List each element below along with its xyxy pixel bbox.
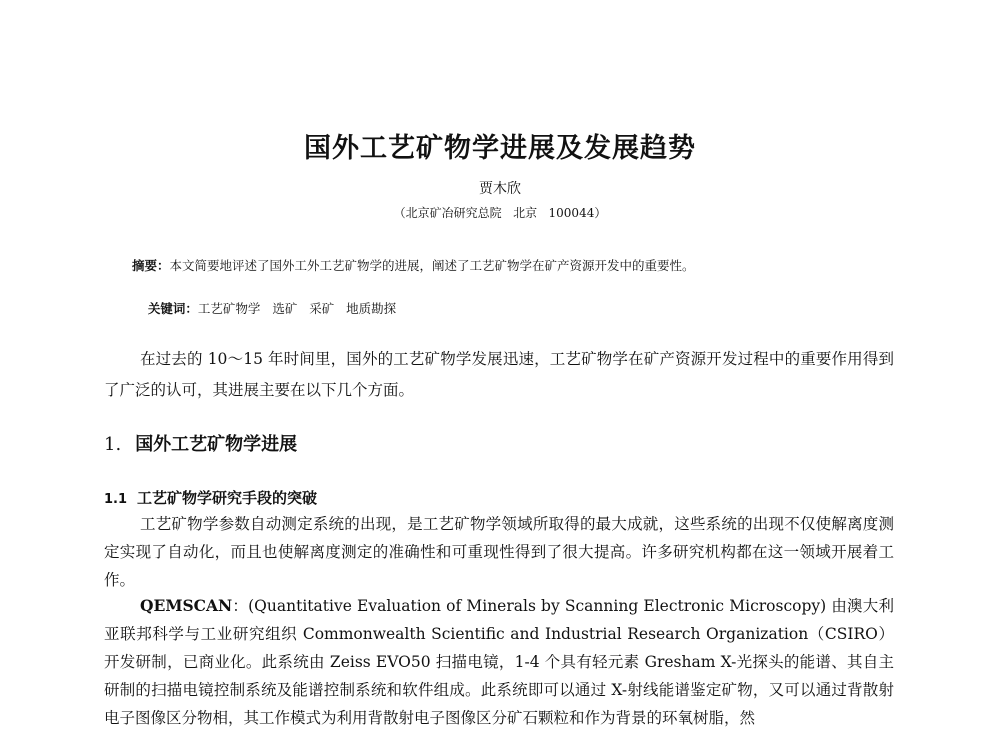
keywords-label: 关键词：: [147, 301, 198, 316]
paper-title: 国外工艺矿物学进展及发展趋势: [304, 133, 696, 164]
abstract: [132, 256, 892, 274]
qemscan-term: QEMSCAN: [140, 596, 233, 615]
subsection-number: 1.1: [104, 492, 128, 507]
author-name: 贾木欣: [479, 181, 521, 197]
qemscan-paragraph: [104, 592, 894, 732]
section-title: 国外工艺矿物学进展: [135, 434, 298, 455]
abstract-label: 摘要：: [132, 258, 170, 273]
qemscan-text: ：(Quantitative Evaluation of Minerals by Scanning Electronic Microscopy) 由澳大利亚联邦科学与工业研究组织 Commonwealth Scientific and Industrial Research Organization（CSIRO）开发研制，已商业化。此系统由 Zeiss EVO50 扫描电镜，1-4 个具有轻元素 Gresham X-光探头的能谱、其自主研制的扫描电镜控制系统及能谱控制系统和软件组成。此系统即可以通过 X-射线能谱鉴定矿物，又可以通过背散射电子图像区分物相，其工作模式为利用背散射电子图像区分矿石颗粒和作为背景的环氧树脂，然: [104, 597, 894, 727]
author-affiliation: （北京矿冶研究总院 北京 100044）: [393, 206, 607, 220]
intro-paragraph: 在过去的 10～15 年时间里，国外的工艺矿物学发展迅速，工艺矿物学在矿产资源开发过程中的重要作用得到了广泛的认可，其进展主要在以下几个方面。: [104, 350, 894, 399]
abstract-text: 本文简要地评述了国外工外工艺矿物学的进展，阐述了工艺矿物学在矿产资源开发中的重要性。: [169, 258, 695, 273]
keywords: [132, 284, 892, 332]
keywords-text: 工艺矿物学 选矿 采矿 地质勘探: [197, 301, 397, 316]
subsection-heading: [104, 487, 317, 508]
body-paragraph: 工艺矿物学参数自动测定系统的出现，是工艺矿物学领域所取得的最大成就，这些系统的出现不仅使解离度测定实现了自动化，而且也使解离度测定的准确性和可重现性得到了很大提高。许多研究机构都在这一领域开展着工作。: [104, 515, 894, 589]
section-heading: [104, 430, 297, 456]
section-number: 1.: [104, 434, 122, 455]
subsection-title: 工艺矿物学研究手段的突破: [137, 489, 318, 507]
